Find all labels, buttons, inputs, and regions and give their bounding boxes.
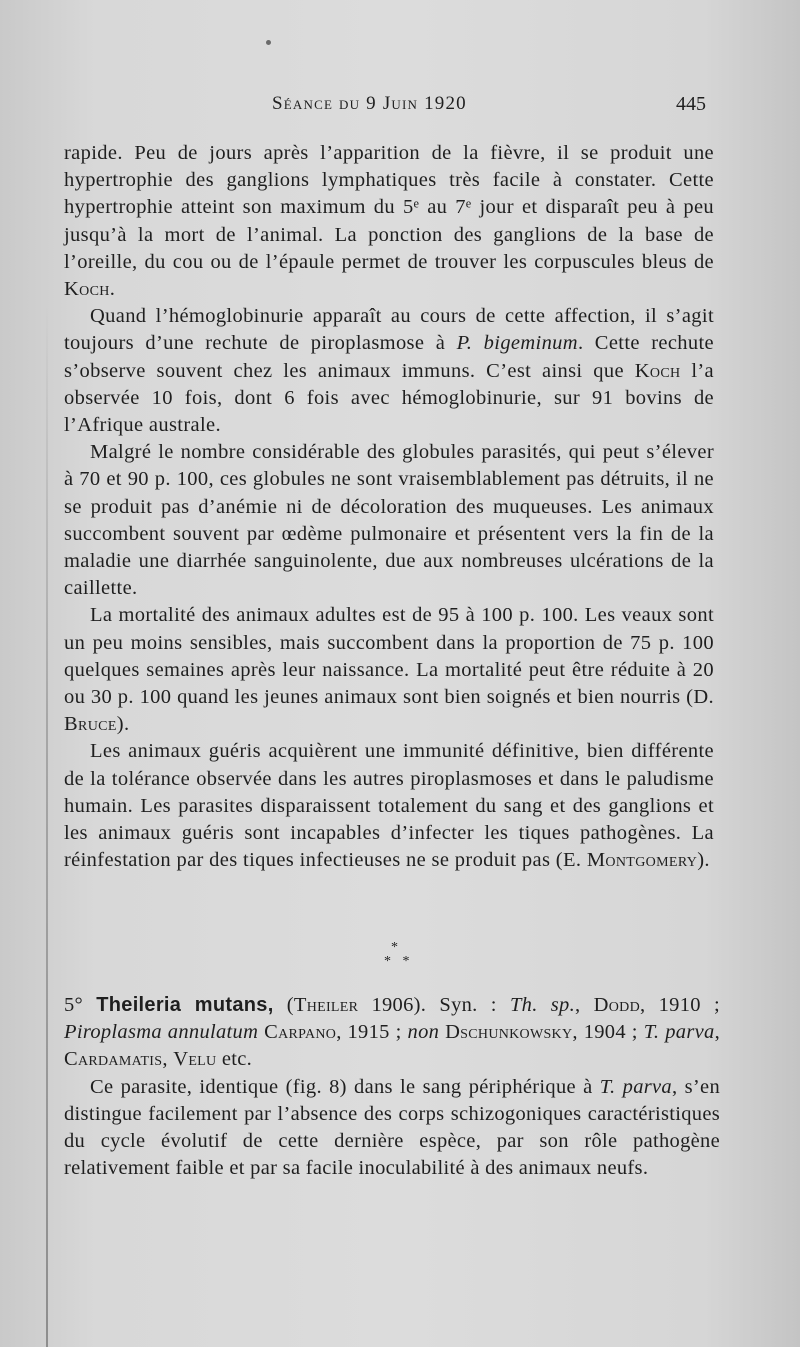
species-name: Th. sp.	[509, 994, 576, 1016]
asterism-top: *	[391, 940, 398, 955]
section-separator	[0, 940, 800, 980]
paragraph	[64, 303, 714, 439]
author-name: Velu	[173, 1048, 217, 1071]
paragraph-text: rapide. Peu de jours après l’apparition de la fièvre, il se produit une hypertrophie des ganglions lymphatiques très facile à constater. Cette hypertrophie atteint son maximum du 5ᵉ au 7ᵉ jour et disparaît peu à peu jusqu’à la mort de l’animal. La ponction des ganglions de la base de l’oreille, du cou ou de l’épaule permet de trouver les corpuscules bleus de	[64, 142, 714, 273]
author-name: Dodd	[593, 994, 640, 1016]
page-gutter-shadow	[46, 300, 48, 1347]
page-number: 445	[676, 93, 706, 115]
author-name: Dschunkowsky	[445, 1021, 573, 1044]
citation-text: 1906). Syn. :	[371, 994, 497, 1016]
punctuation: ,	[575, 994, 581, 1016]
citation-qualifier: non	[407, 1021, 440, 1044]
running-title: Séance du 9 Juin 1920	[272, 93, 467, 114]
paragraph	[64, 1074, 720, 1183]
ink-speck	[266, 40, 271, 45]
punctuation: ).	[697, 849, 710, 872]
species-name: Piroplasma annulatum	[64, 1021, 259, 1044]
paragraph-text: Quand l’hémoglobinurie apparaît au cours de cette affection, il s’agit toujours d’une rechute de piroplasmose à	[64, 305, 714, 355]
paragraph	[64, 738, 714, 874]
species-name: P. bigeminum	[456, 332, 578, 355]
punctuation: .	[109, 278, 116, 301]
species-title: Theileria mutans,	[96, 994, 274, 1016]
citation-text: , 1910 ;	[640, 994, 720, 1016]
author-name: Carpano	[264, 1021, 337, 1044]
author-name: Theiler	[293, 994, 359, 1016]
species-name: T. parva	[643, 1021, 715, 1044]
paragraph-text: La mortalité des animaux adultes est de 95 à 100 p. 100. Les veaux sont un peu moins sensibles, mais succombent dans la proportion de 75 p. 100 quelques semaines après leur naissance. La mortalité peut être réduite à 20 ou 30 p. 100 quand les jeunes animaux sont bien soignés et bien nourris (D.	[64, 604, 714, 709]
author-name: Koch	[64, 278, 110, 301]
paragraph-text: Ce parasite, identique (fig. 8) dans le sang périphérique à	[90, 1075, 593, 1098]
paragraph	[64, 140, 714, 303]
running-header	[0, 93, 800, 123]
punctuation: (	[286, 994, 294, 1016]
section-heading: 5° Theileria mutans, (Theiler 1906). Syn. : Th. sp., Dodd, 1910 ; Piroplasma annulatum Carpano, 1915 ; non Dschunkowsky, 1904 ; T. parva, Cardamatis, Velu etc.	[64, 994, 720, 1071]
asterism-bottom: * *	[384, 954, 414, 969]
section-number: 5°	[64, 994, 84, 1016]
citation-text: , 1915 ;	[336, 1021, 402, 1044]
paragraph-text: l’a observée 10 fois, dont 6 fois avec hémoglobinurie, sur 91 bovins de l’Afrique australe.	[64, 359, 714, 437]
punctuation: ).	[116, 713, 130, 736]
species-name: T. parva	[599, 1075, 672, 1098]
body-text	[64, 140, 714, 874]
paragraph	[64, 439, 714, 602]
citation-text: etc.	[221, 1048, 253, 1071]
paragraph-text: Malgré le nombre considérable des globules parasités, qui peut s’élever à 70 et 90 p. 100, ces globules ne sont vraisemblablement pas détruits, il ne se produit pas d’anémie ni de décoloration des muqueuses. Les animaux succombent souvent par œdème pulmonaire et présentent vers la fin de la maladie une diarrhée sanguinolente, due aux nombreuses ulcérations de la caillette.	[64, 441, 714, 600]
author-name: Koch	[634, 359, 681, 382]
paragraph-text: , s’en distingue facilement par l’absence des corps schizogoniques caractéristiques du cycle évolutif de cette dernière espèce, par son rôle pathogène relativement faible et par sa facile inoculabilité à des animaux neufs.	[64, 1075, 721, 1180]
author-name: Bruce	[64, 713, 117, 736]
species-section	[64, 992, 720, 1182]
paragraph-text: . Cette rechute s’observe souvent chez les animaux immuns. C’est ainsi que	[64, 332, 714, 382]
author-name: Montgomery	[586, 849, 698, 872]
citation-text: , 1904 ;	[572, 1021, 638, 1044]
paragraph	[64, 602, 714, 738]
paragraph-text: Les animaux guéris acquièrent une immunité définitive, bien différente de la tolérance observée dans les autres piroplasmoses et dans le paludisme humain. Les parasites disparaissent totalement du sang et des ganglions et les animaux guéris sont incapables d’infecter les tiques pathogènes. La réinfestation par des tiques infectieuses ne se produit pas (E.	[64, 740, 714, 872]
author-name: Cardamatis	[64, 1048, 163, 1071]
